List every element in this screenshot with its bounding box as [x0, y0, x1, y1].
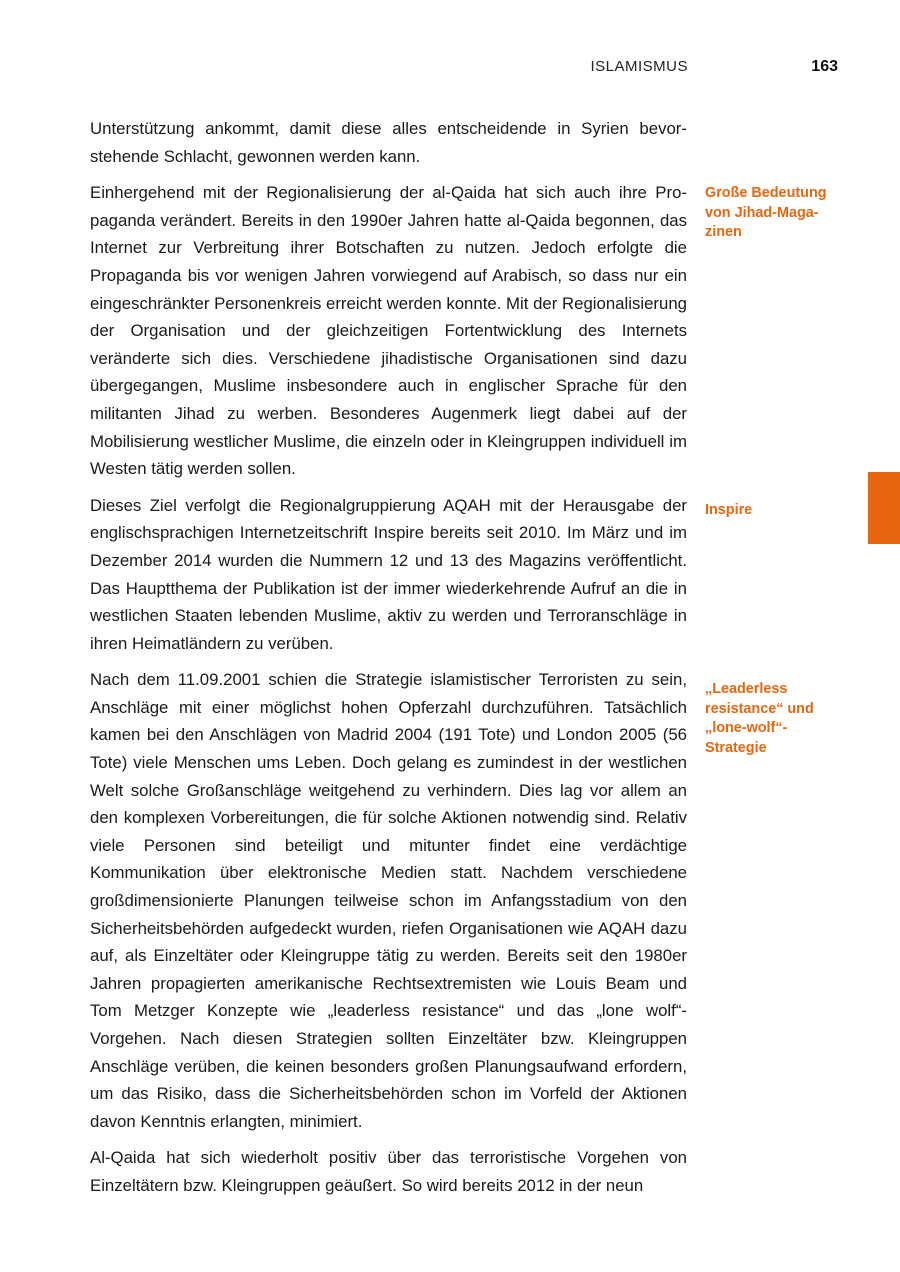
- paragraph-2: Einhergehend mit der Regionalisierung der al-Qaida hat sich auch ihre Propaganda verändert. Bereits in den 1990er Jahren hatte al-Qaida begonnen, das Internet zur Verbreitung ihrer Botschaften zu nutzen. Jedoch erfolgte die Propaganda bis vor wenigen Jahren vorwiegend auf Arabisch, so dass nur ein eingeschränkter Personenkreis erreicht werden konnte. Mit der Regionalisierung der Organisation und der gleichzeitigen Fortentwicklung des Internets veränderte sich dies. Verschiedene jihadistische Organisationen sind dazu übergegangen, Muslime insbesondere auch in englischer Sprache für den militanten Jihad zu werben. Besonderes Augenmerk liegt dabei auf der Mobilisierung westlicher Muslime, die einzeln oder in Kleingruppen individuell im Westen tätig werden sollen.: [90, 183, 687, 479]
- page-number: 163: [811, 58, 838, 75]
- body-text-column: [90, 115, 687, 1209]
- paragraph-1: Unterstützung ankommt, damit diese alles entscheidende in Syrien bevorstehende Schlacht, gewonnen werden kann.: [90, 119, 687, 166]
- paragraph-5: Al-Qaida hat sich wiederholt positiv über das terroristische Vorgehen von Einzeltätern bzw. Kleingruppen geäußert. So wird bereits 2012 in der neun: [90, 1148, 687, 1195]
- paragraph-4: Nach dem 11.09.2001 schien die Strategie islamistischer Terroristen zu sein, Anschläge mit einer möglichst hohen Opferzahl durchzuführen. Tatsächlich kamen bei den Anschlägen von Madrid 2004 (191 Tote) und London 2005 (56 Tote) viele Menschen ums Leben. Doch gelang es zumindest in der westlichen Welt solche Großanschläge weitgehend zu verhindern. Dies lag vor allem an den komplexen Vorbereitungen, die für solche Aktionen notwendig sind. Relativ viele Personen sind beteiligt und mitunter findet eine verdächtige Kommunikation über elektronische Medien statt. Nachdem verschiedene großdimensionierte Planungen teilweise schon im Anfangsstadium von den Sicherheitsbehörden aufgedeckt wurden, riefen Organisationen wie AQAH dazu auf, als Einzeltäter oder Kleingruppe tätig zu werden. Bereits seit den 1980er Jahren propagierten amerikanische Rechtsextremisten wie Louis Beam und Tom Metzger Konzepte wie „leaderless resistance“ und das „lone wolf“-Vorgehen. Nach diesen Strategien sollten Einzeltäter bzw. Kleingruppen Anschläge verüben, die keinen besonders großen Planungsaufwand erfordern, um das Risiko, dass die Sicherheitsbehörden schon im Vorfeld der Aktionen davon Kenntnis erlangten, minimiert.: [90, 670, 687, 1131]
- chapter-thumb-tab: [868, 472, 900, 544]
- paragraph-3: Dieses Ziel verfolgt die Regionalgruppierung AQAH mit der Herausgabe der englischsprachigen Internetzeitschrift Inspire bereits seit 2010. Im März und im Dezember 2014 wurden die Nummern 12 und 13 des Magazins veröffentlicht. Das Hauptthema der Publikation ist der immer wiederkehrende Aufruf an die in westlichen Staaten lebenden Muslime, aktiv zu werden und Terroranschläge in ihren Heimatländern zu verüben.: [90, 495, 687, 653]
- margin-note-inspire: Inspire: [705, 502, 753, 518]
- running-header-section: ISLAMISMUS: [590, 58, 688, 75]
- margin-note-jihad-magazines: Große Bedeutung von Jihad-Magazinen: [705, 185, 827, 240]
- margin-note-leaderless-resistance: „Leaderless resistance“ und „lone-wolf“-Strategie: [705, 681, 814, 756]
